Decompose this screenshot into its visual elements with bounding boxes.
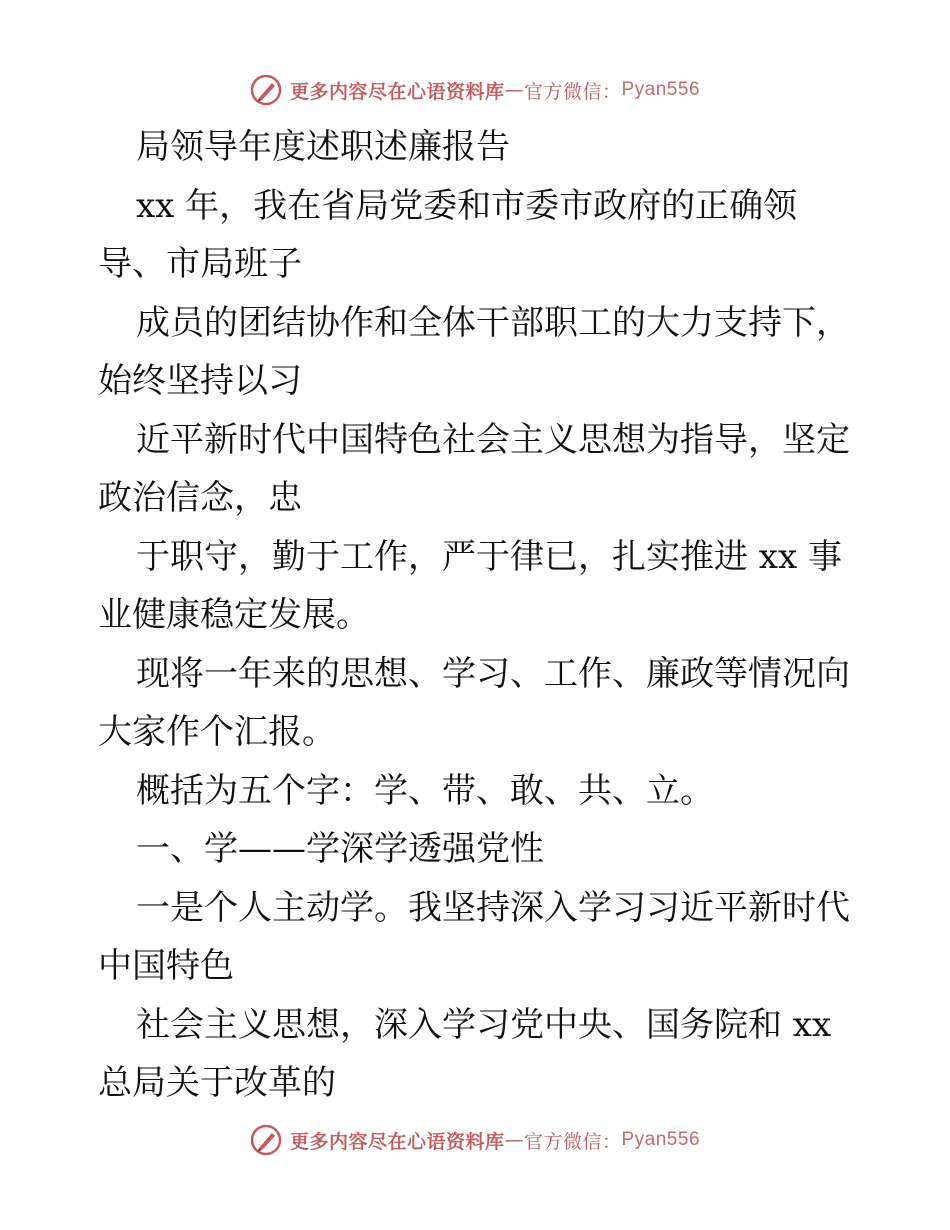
paragraph-line: 导、市局班子 xyxy=(98,244,302,284)
footer-watermark-banner xyxy=(0,1120,950,1160)
paragraph-line: 成员的团结协作和全体干部职工的大力支持下， xyxy=(136,302,850,343)
paragraph-line: 近平新时代中国特色社会主义思想为指导，坚定 xyxy=(136,419,850,460)
document-body xyxy=(98,118,858,1113)
banner-dash: — xyxy=(504,1129,524,1151)
paragraph-line: xx 年，我在省局党委和市委市政府的正确领 xyxy=(136,185,798,226)
document-title: 局领导年度述职述廉报告 xyxy=(136,127,510,167)
quill-pen-logo-icon xyxy=(250,1124,282,1156)
section-heading: 一、学——学深学透强党性 xyxy=(136,829,544,869)
paragraph-line: 总局关于改革的 xyxy=(98,1063,336,1103)
paragraph-line: 大家作个汇报。 xyxy=(98,712,336,752)
quill-pen-logo-icon xyxy=(250,74,282,106)
banner-dash: — xyxy=(504,79,524,101)
header-watermark-banner xyxy=(0,70,950,110)
paragraph-line: 社会主义思想，深入学习党中央、国务院和 xx xyxy=(136,1004,832,1045)
paragraph-line: 中国特色 xyxy=(98,946,234,986)
paragraph-line: 现将一年来的思想、学习、工作、廉政等情况向 xyxy=(136,653,850,694)
banner-wechat-label: 官方微信： xyxy=(523,80,622,103)
banner-account-id: Pyan556 xyxy=(621,1129,701,1150)
paragraph-line: 始终坚持以习 xyxy=(98,361,302,401)
banner-brand-text: 更多内容尽在心语资料库 xyxy=(289,1130,505,1153)
paragraph-line: 概括为五个字：学、带、敢、共、立。 xyxy=(136,770,714,811)
paragraph-line: 于职守，勤于工作，严于律已，扎实推进 xx 事 xyxy=(136,536,842,577)
paragraph-line: 一是个人主动学。我坚持深入学习习近平新时代 xyxy=(136,887,850,928)
banner-wechat-label: 官方微信： xyxy=(523,1130,622,1153)
banner-brand-text: 更多内容尽在心语资料库 xyxy=(289,80,505,103)
paragraph-line: 业健康稳定发展。 xyxy=(98,595,370,635)
paragraph-line: 政治信念，忠 xyxy=(98,478,302,518)
banner-account-id: Pyan556 xyxy=(621,79,701,100)
